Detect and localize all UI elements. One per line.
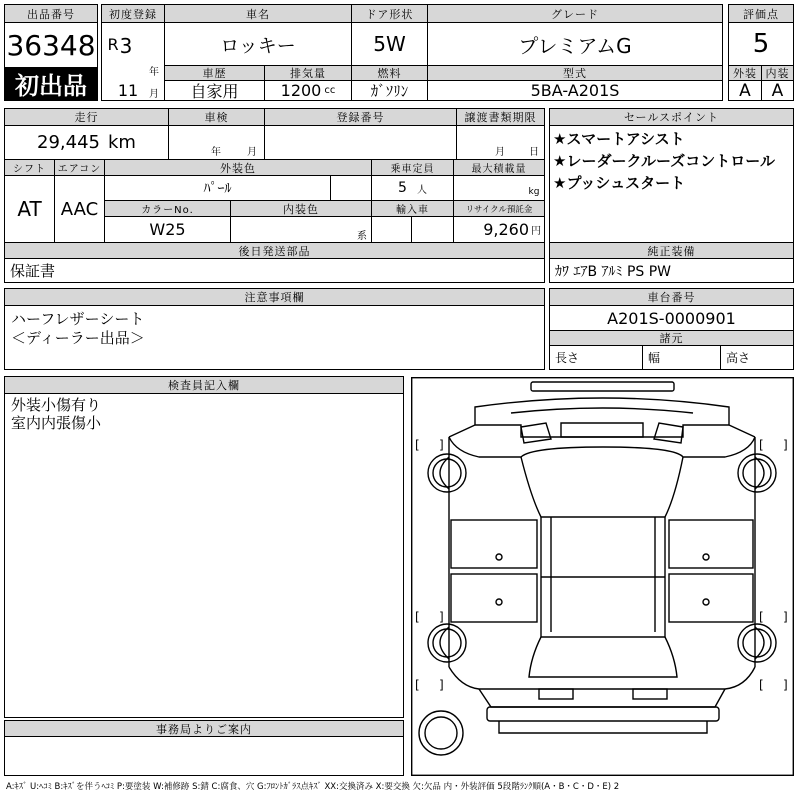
model: 5BA-A201S — [530, 81, 620, 100]
bracket-left: [ — [415, 610, 420, 624]
notes-line: ＜ディーラー出品＞ — [11, 329, 145, 347]
lot-number: 36348 — [6, 28, 96, 62]
bracket-left: [ — [415, 438, 420, 452]
score-block — [728, 4, 794, 101]
inspector-line: 室内内張傷小 — [11, 414, 102, 432]
damage-legend: A:ｷｽﾞ U:ﾍｺﾐ B:ｷｽﾞを伴うﾍｺﾐ P:要塗装 W:補修跡 S:錆 C:腐食、穴 G:ﾌﾛﾝﾄｶﾞﾗｽ点ｷｽﾞ XX:交換済み X:要交換 欠:欠品 内・外装評価 5段階ﾗﾝｸ順(A・B・C・D・E) 2 — [6, 782, 620, 792]
aircon: AAC — [60, 198, 99, 220]
recycle — [454, 217, 544, 242]
int-grade-label: 内装 — [762, 66, 793, 80]
recycle-value: 9,260 — [483, 220, 529, 239]
notes-line: ハーフレザーシート — [11, 310, 145, 328]
mileage-value: 29,445 — [37, 131, 100, 153]
inspection-year-unit: 年 — [211, 146, 221, 157]
color-no-label: カラーNo. — [105, 201, 230, 216]
recycle-label: リサイクル預託金 — [454, 201, 544, 216]
first-reg-label: 初度登録 — [102, 5, 164, 22]
inspection-label: 車検 — [169, 109, 264, 125]
office-label: 事務局よりご案内 — [5, 721, 403, 736]
first-listing-badge: 初出品 — [5, 67, 97, 100]
ext-color-label: 外装色 — [105, 160, 371, 175]
car-header — [101, 4, 723, 101]
bracket-left: [ — [415, 678, 420, 692]
inspector-block — [4, 376, 404, 718]
equipment: ｶﾜ ｴｱB ｱﾙﾐ PS PW — [555, 263, 672, 280]
inspector-line: 外装小傷有り — [11, 396, 102, 414]
year-unit: 年 — [149, 66, 159, 77]
ext-grade-label: 外装 — [729, 66, 761, 80]
color-no: W25 — [149, 220, 186, 239]
sales-point: ★スマートアシスト — [553, 130, 685, 148]
grade-label: グレード — [428, 5, 722, 22]
details-block — [4, 108, 545, 283]
equipment-label: 純正装備 — [550, 243, 793, 258]
reg-no-label: 登録番号 — [265, 109, 456, 125]
score-value: 5 — [752, 29, 770, 59]
sales-label: セールスポイント — [550, 109, 793, 125]
capacity-unit: 人 — [416, 184, 427, 196]
fuel-label: 燃料 — [352, 66, 427, 80]
door-type: 5W — [373, 32, 406, 56]
car-name-label: 車名 — [165, 5, 351, 22]
sales-point: ★プッシュスタート — [553, 174, 686, 192]
import-label: 輸入車 — [372, 201, 453, 216]
car-name: ロッキー — [220, 34, 296, 57]
notes-block — [4, 288, 545, 370]
bracket-right: ] — [783, 438, 788, 452]
month-unit: 月 — [149, 88, 159, 99]
model-label: 型式 — [428, 66, 722, 80]
history: 自家用 — [190, 82, 239, 100]
later-parts: 保証書 — [10, 262, 56, 280]
history-label: 車歴 — [165, 66, 264, 80]
inspector-label: 検査員記入欄 — [5, 377, 403, 393]
shift-label: シフト — [5, 160, 54, 175]
lot-block — [4, 4, 98, 101]
sales-block — [549, 108, 794, 283]
score-label: 評価点 — [729, 5, 793, 22]
int-grade: A — [771, 81, 784, 100]
load-label: 最大積載量 — [454, 160, 544, 175]
later-parts-label: 後日発送部品 — [5, 243, 544, 258]
bracket-right: ] — [783, 678, 788, 692]
fuel: ｶﾞｿﾘﾝ — [370, 82, 409, 100]
displacement — [265, 81, 351, 100]
capacity-label: 乗車定員 — [372, 160, 453, 175]
chassis-label: 車台番号 — [550, 289, 793, 305]
transfer-day-unit: 日 — [529, 146, 539, 157]
office-block — [4, 720, 404, 776]
capacity-value: 5 — [398, 180, 407, 196]
mileage-label: 走行 — [5, 109, 168, 125]
era-prefix: R — [107, 34, 119, 54]
displacement-value: 1200 — [280, 81, 322, 100]
length-label: 長さ — [555, 351, 580, 365]
height-label: 高さ — [726, 351, 751, 365]
transfer-label: 譲渡書類期限 — [457, 109, 544, 125]
ext-grade: A — [739, 81, 751, 100]
bracket-right: ] — [439, 678, 444, 692]
capacity — [372, 176, 453, 200]
aircon-label: エアコン — [55, 160, 104, 175]
width-label: 幅 — [648, 351, 661, 365]
int-color-unit: 系 — [357, 230, 367, 241]
load-unit: kg — [528, 187, 540, 197]
int-color-label: 内装色 — [231, 201, 371, 216]
dims-label: 諸元 — [550, 331, 793, 345]
reg-month: 11 — [117, 80, 139, 100]
displacement-label: 排気量 — [265, 66, 351, 80]
grade: プレミアムG — [518, 33, 632, 58]
notes-label: 注意事項欄 — [5, 289, 544, 305]
mileage-unit: km — [108, 131, 136, 153]
reg-year: 3 — [119, 34, 133, 58]
mileage — [5, 126, 168, 158]
bracket-right: ] — [439, 610, 444, 624]
chassis-block — [549, 288, 794, 370]
door-label: ドア形状 — [352, 5, 427, 22]
chassis-number: A201S-0000901 — [607, 308, 736, 328]
lot-label: 出品番号 — [5, 5, 97, 22]
bracket-left: [ — [759, 610, 764, 624]
recycle-unit: 円 — [531, 226, 541, 237]
ext-color: ﾊﾟｰﾙ — [203, 181, 232, 197]
shift: AT — [17, 197, 42, 221]
car-damage-diagram — [411, 377, 794, 776]
bracket-right: ] — [439, 438, 444, 452]
sales-point: ★レーダークルーズコントロール — [553, 152, 775, 170]
bracket-left: [ — [759, 678, 764, 692]
bracket-right: ] — [783, 610, 788, 624]
inspection-month-unit: 月 — [247, 146, 257, 157]
displacement-unit: cc — [324, 85, 336, 96]
bracket-left: [ — [759, 438, 764, 452]
transfer-month-unit: 月 — [495, 146, 505, 157]
